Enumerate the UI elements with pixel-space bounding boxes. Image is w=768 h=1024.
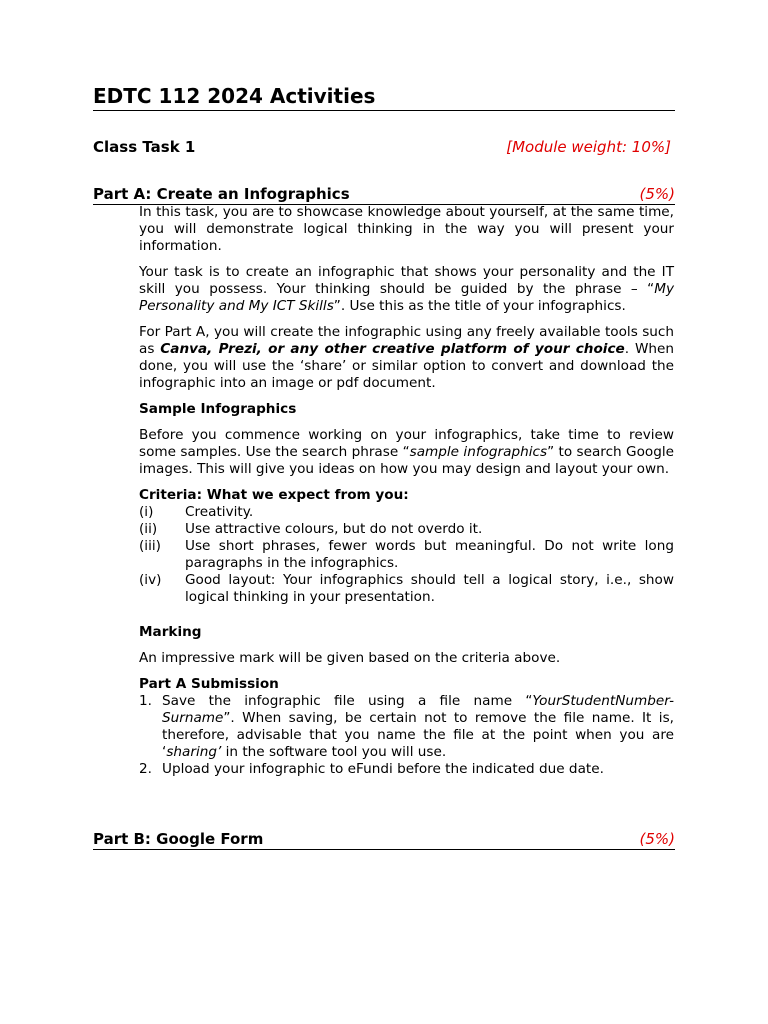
part-a-content: [139, 204, 674, 778]
part-b-header: [93, 830, 675, 850]
module-weight: [Module weight: 10%]: [506, 138, 671, 156]
list-item: (iii) Use short phrases, fewer words but meaningful. Do not write long paragraphs in the infographics.: [139, 538, 674, 571]
part-a-title: Part A: Create an Infographics: [93, 185, 350, 203]
task-paragraph: Your task is to create an infographic that shows your personality and the IT skill you possess. Your thinking should be guided by the phrase – “My Personality and My ICT Skills”. Use this as the title of your infographics.: [139, 264, 674, 314]
submission-list: [139, 693, 674, 778]
list-item: 2. Upload your infographic to eFundi before the indicated due date.: [139, 761, 604, 777]
part-a-header: [93, 185, 675, 205]
sample-heading: Sample Infographics: [139, 401, 297, 417]
class-task-title: Class Task 1: [93, 138, 196, 156]
sample-paragraph: Before you commence working on your infographics, take time to review some samples. Use the search phrase “sample infographics” to search Google images. This will give you ideas on how you may design and layout your own.: [139, 427, 674, 477]
part-a-weight: (5%): [639, 185, 675, 203]
submission-heading: Part A Submission: [139, 676, 279, 692]
list-item: (iv) Good layout: Your infographics should tell a logical story, i.e., show logical thinking in your presentation.: [139, 572, 674, 605]
intro-paragraph: In this task, you are to showcase knowledge about yourself, at the same time, you will demonstrate logical thinking in the way you will present your information.: [139, 204, 674, 254]
list-item: (ii) Use attractive colours, but do not overdo it.: [139, 521, 483, 537]
criteria-heading: Criteria: What we expect from you:: [139, 487, 409, 503]
marking-heading: Marking: [139, 624, 202, 640]
document-title: EDTC 112 2024 Activities: [93, 84, 675, 111]
marking-text: An impressive mark will be given based on the criteria above.: [139, 650, 561, 666]
class-task-header: [93, 138, 671, 156]
list-item: 1. Save the infographic file using a file name “YourStudentNumber-Surname”. When saving, be certain not to remove the file name. It is, therefore, advisable that you name the file at the point when you are ‘sharing’ in the software tool you will use.: [139, 693, 674, 760]
part-b-title: Part B: Google Form: [93, 830, 264, 848]
tools-paragraph: For Part A, you will create the infographic using any freely available tools such as Canva, Prezi, or any other creative platform of your choice. When done, you will use the ‘share’ or similar option to convert and download the infographic into an image or pdf document.: [139, 324, 674, 391]
criteria-list: [139, 504, 674, 606]
list-item: (i) Creativity.: [139, 504, 254, 520]
part-b-weight: (5%): [639, 830, 675, 848]
